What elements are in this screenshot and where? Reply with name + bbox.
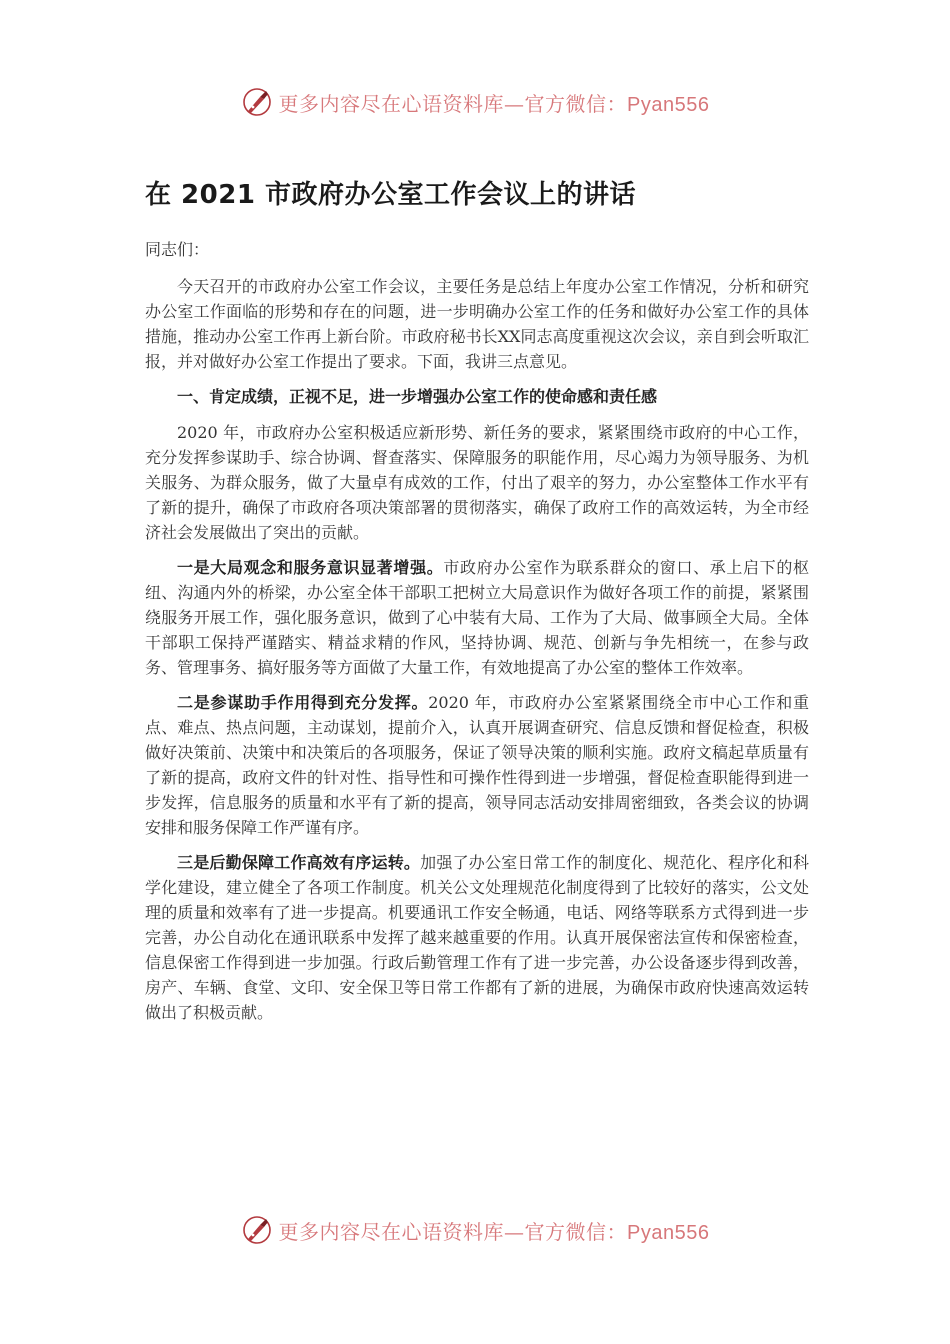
point-3-paragraph bbox=[145, 850, 809, 1025]
banner-text bbox=[279, 1216, 710, 1245]
document-title: 在 2021 市政府办公室工作会议上的讲话 bbox=[145, 180, 636, 210]
banner-separator: — bbox=[504, 1219, 525, 1244]
point-1-text: 市政府办公室作为联系群众的窗口、承上启下的枢纽、沟通内外的桥梁，办公室全体干部职工把树立大局意识作为做好各项工作的前提，紧紧围绕服务开展工作，强化服务意识，做到了心中装有大局、工作为了大局、做事顾全大局。全体干部职工保持严谨踏实、精益求精的作风，坚持协调、规范、创新与争先相统一，在参与政务、管理事务、搞好服务等方面做了大量工作，有效地提高了办公室的整体工作效率。 bbox=[145, 558, 809, 677]
salutation: 同志们： bbox=[145, 240, 210, 259]
footer-watermark-banner bbox=[0, 1210, 950, 1250]
intro-paragraph: 今天召开的市政府办公室工作会议，主要任务是总结上年度办公室工作情况，分析和研究办公室工作面临的形势和存在的问题，进一步明确办公室工作的任务和做好办公室工作的具体措施，推动办公室工作再上新台阶。市政府秘书长XX同志高度重视这次会议，亲自到会听取汇报，并对做好办公室工作提出了要求。下面，我讲三点意见。 bbox=[145, 277, 809, 371]
point-3-text: 加强了办公室日常工作的制度化、规范化、程序化和科学化建设，建立健全了各项工作制度。机关公文处理规范化制度得到了比较好的落实，公文处理的质量和效率有了进一步提高。机要通讯工作安全畅通，电话、网络等联系方式得到进一步完善，办公自动化在通讯联系中发挥了越来越重要的作用。认真开展保密法宣传和保密检查，信息保密工作得到进一步加强。行政后勤管理工作有了进一步完善，办公设备逐步得到改善，房产、车辆、食堂、文印、安全保卫等日常工作都有了新的进展，为确保市政府快速高效运转做出了积极贡献。 bbox=[145, 853, 809, 1022]
banner-slogan: 更多内容尽在心语资料库 bbox=[278, 91, 505, 116]
point-3-lead: 三是后勤保障工作高效有序运转。 bbox=[177, 853, 421, 872]
point-2-lead: 二是参谋助手作用得到充分发挥。 bbox=[177, 693, 429, 712]
pen-nib-logo-icon bbox=[241, 86, 273, 118]
banner-wechat-id: Pyan556 bbox=[627, 1221, 710, 1244]
document-body bbox=[145, 175, 809, 1035]
point-1-lead: 一是大局观念和服务意识显著增强。 bbox=[177, 558, 444, 577]
banner-wechat-label: 官方微信： bbox=[524, 1219, 628, 1244]
banner-wechat-id: Pyan556 bbox=[627, 93, 710, 116]
pen-nib-logo-icon bbox=[241, 1214, 273, 1246]
banner-text bbox=[279, 88, 710, 117]
banner-slogan: 更多内容尽在心语资料库 bbox=[278, 1219, 505, 1244]
banner-wechat-label: 官方微信： bbox=[524, 91, 628, 116]
section-heading-1: 一、肯定成绩，正视不足，进一步增强办公室工作的使命感和责任感 bbox=[177, 387, 658, 406]
point-2-paragraph bbox=[145, 690, 809, 840]
point-1-paragraph bbox=[145, 555, 809, 680]
section1-paragraph: 2020 年，市政府办公室积极适应新形势、新任务的要求，紧紧围绕市政府的中心工作，充分发挥参谋助手、综合协调、督查落实、保障服务的职能作用，尽心竭力为领导服务、为机关服务、为群众服务，做了大量卓有成效的工作，付出了艰辛的努力，办公室整体工作水平有了新的提升，确保了市政府各项决策部署的贯彻落实，确保了政府工作的高效运转，为全市经济社会发展做出了突出的贡献。 bbox=[145, 423, 809, 542]
header-watermark-banner bbox=[0, 82, 950, 122]
point-2-text: 2020 年，市政府办公室紧紧围绕全市中心工作和重点、难点、热点问题，主动谋划，提前介入，认真开展调查研究、信息反馈和督促检查，积极做好决策前、决策中和决策后的各项服务，保证了领导决策的顺利实施。政府文稿起草质量有了新的提高，政府文件的针对性、指导性和可操作性得到进一步增强，督促检查职能得到进一步发挥，信息服务的质量和水平有了新的提高，领导同志活动安排周密细致，各类会议的协调安排和服务保障工作严谨有序。 bbox=[145, 693, 809, 837]
banner-separator: — bbox=[504, 91, 525, 116]
